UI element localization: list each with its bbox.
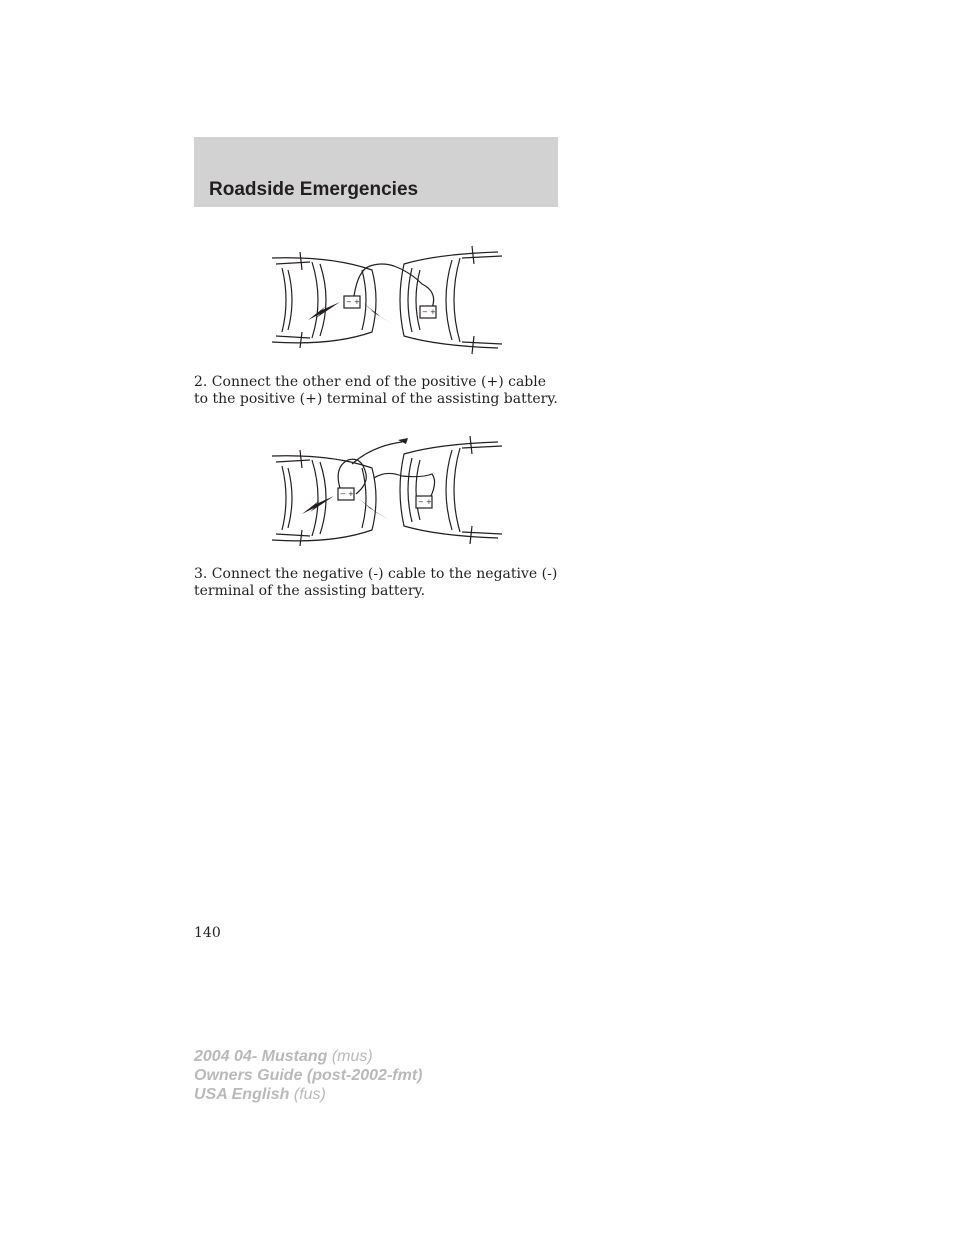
- footer-guide-type: Owners Guide (post-2002-fmt): [194, 1067, 423, 1084]
- battery-pos-label: +: [348, 490, 354, 498]
- battery-neg-label: −: [422, 308, 428, 316]
- cable-clamp-icon: [398, 438, 408, 444]
- assisting-car-drawing: [400, 246, 502, 354]
- battery-neg-label: −: [346, 298, 352, 306]
- page-number: 140: [194, 925, 221, 941]
- instruction-step-2: 2. Connect the other end of the positive (+) cable to the positive (+) terminal of the assisting battery.: [194, 374, 558, 407]
- section-title: Roadside Emergencies: [209, 179, 419, 200]
- battery-neg-label: −: [340, 490, 346, 498]
- battery-pos-label: +: [426, 498, 432, 506]
- footer-model-code: (mus): [331, 1048, 373, 1065]
- document-footer: [194, 1047, 422, 1104]
- spark-icon: [362, 302, 392, 324]
- battery-pos-label: +: [430, 308, 436, 316]
- assisting-car-drawing: [400, 436, 502, 544]
- jump-start-diagram-step2: [262, 434, 508, 554]
- footer-language-code: (fus): [293, 1086, 326, 1103]
- instruction-step-3: 3. Connect the negative (-) cable to the negative (-) terminal of the assisting battery.: [194, 566, 558, 599]
- spark-icon: [308, 302, 340, 320]
- spark-icon: [358, 498, 390, 520]
- battery-neg-label: −: [418, 498, 424, 506]
- footer-line-2: [194, 1066, 422, 1085]
- battery-pos-label: +: [354, 298, 360, 306]
- section-header-band: [194, 137, 558, 207]
- footer-model: 2004 04- Mustang: [194, 1048, 328, 1065]
- footer-language: USA English: [194, 1086, 290, 1103]
- footer-line-1: [194, 1047, 422, 1066]
- footer-line-3: [194, 1085, 422, 1104]
- jump-start-diagram-step1: [262, 240, 508, 360]
- disabled-car-drawing: [272, 450, 376, 546]
